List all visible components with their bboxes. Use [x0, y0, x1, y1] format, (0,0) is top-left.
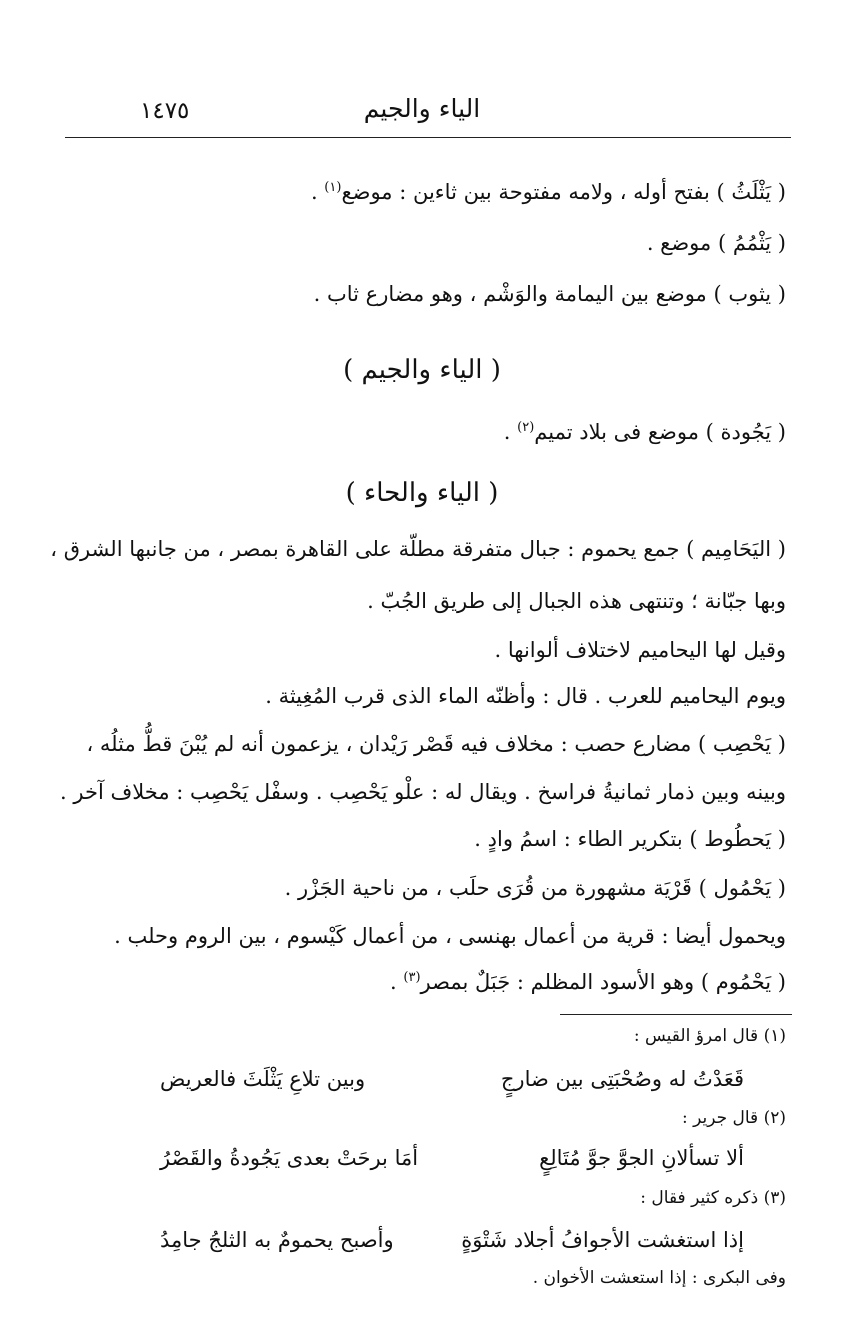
footnote-label: (٢) قال جرير :	[681, 1108, 786, 1128]
entry-line: ويوم اليحاميم للعرب . قال : وأظنّه الماء الذى قرب المُغِيثة .	[265, 684, 786, 708]
verse-hemistich: قَعَدْتُ له وصُحْبَتِى بين ضارجٍ	[500, 1067, 744, 1091]
section-heading-ha: ( الياء والحاء )	[345, 478, 499, 508]
footnote-rule	[560, 1014, 792, 1015]
footnote-label: (٣) ذكره كثير فقال :	[640, 1188, 786, 1208]
entry-line: ( يَجُودة ) موضع فى بلاد تميم$^{(٢)}$ .	[503, 420, 786, 444]
verse-hemistich: وأصبح يحمومٌ به الثلجُ جامِدُ	[160, 1228, 394, 1252]
footnote-ref: (٣)	[403, 970, 421, 985]
verse-hemistich: ألا تسألانِ الجوَّ جوَّ مُتَالِعٍ	[539, 1146, 744, 1170]
verse-hemistich: أمَا برحَتْ بعدى يَجُودةُ والقَصْرُ	[160, 1146, 419, 1170]
header-rule	[65, 137, 791, 138]
entry-line: وقيل لها اليحاميم لاختلاف ألوانها .	[494, 638, 786, 662]
entry-line: ( يَحْصِب ) مضارع حصب : مخلاف فيه قَصْر رَيْدان ، يزعمون أنه لم يُبْنَ قطُّ مثلُه ،	[86, 732, 786, 756]
entry-line: ( يثوب ) موضع بين اليمامة والوَشْم ، وهو مضارع ثاب .	[313, 282, 786, 306]
entry-line: وبينه وبين ذمار ثمانيةُ فراسخ . ويقال له : علْو يَحْصِب . وسفْل يَحْصِب : مخلاف آخر .	[60, 780, 786, 804]
verse-hemistich: وبين تلاعِ يَثْلَثَ فالعريض	[160, 1067, 366, 1091]
footnote-ref: (١)	[324, 180, 342, 195]
entry-line: ( يَحْمُوم ) وهو الأسود المظلم : جَبَلٌ بمصر$^{(٣)}$ .	[390, 970, 786, 994]
entry-line: ويحمول أيضا : قرية من أعمال بهنسى ، من أعمال كَيْسوم ، بين الروم وحلب .	[114, 924, 786, 948]
entry-line: ( اليَحَامِيم ) جمع يحموم : جبال متفرقة مطلّة على القاهرة بمصر ، من جانبها الشرق ،	[50, 537, 786, 561]
entry-line: وبها جبّانة ؛ وتنتهى هذه الجبال إلى طريق الجُبّ .	[367, 589, 786, 613]
entry-line: ( يَثْمُمُ ) موضع .	[646, 231, 786, 255]
entry-line: ( يَحْمُول ) قَرْيَة مشهورة من قُرَى حلَب ، من ناحية الجَزْر .	[284, 876, 786, 900]
verse-hemistich: إذا استغشت الأجوافُ أجلاد شَتْوَةٍ	[461, 1228, 744, 1252]
entry-line: ( يَحطُوط ) بتكرير الطاء : اسمُ وادٍ .	[474, 827, 786, 851]
entry-line: ( يَثْلَثُ ) بفتح أوله ، ولامه مفتوحة بين ثاءين : موضع$^{(١)}$ .	[310, 180, 786, 204]
footnote-ref: (٢)	[517, 420, 535, 435]
section-heading-jim: ( الياء والجيم )	[343, 355, 501, 385]
footnote-label: (١) قال امرؤ القيس :	[633, 1026, 786, 1046]
running-header-title: الياء والجيم	[363, 94, 481, 123]
page-number: ١٤٧٥	[140, 98, 190, 124]
footnote-note: وفى البكرى : إذا استعشت الأخوان .	[532, 1268, 786, 1288]
